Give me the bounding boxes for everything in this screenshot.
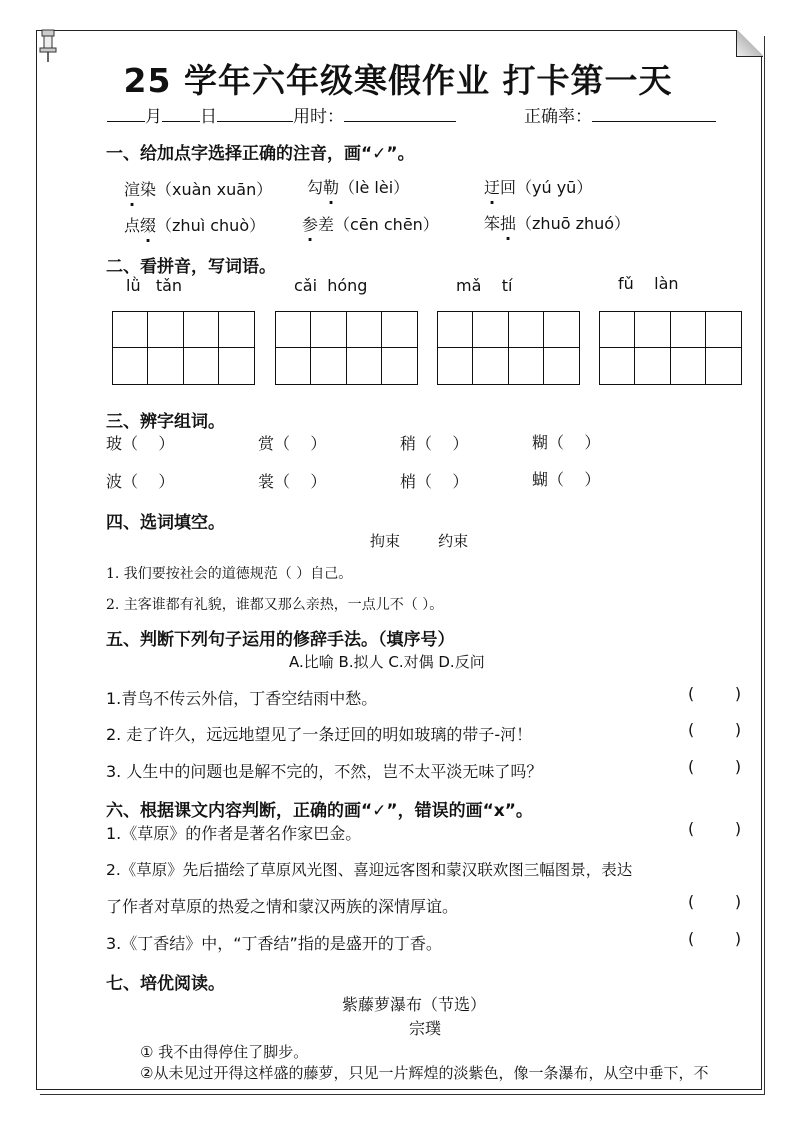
fill-question-1[interactable]: 1. 我们要按社会的道德规范（ ）自己。 [106,566,353,582]
judge-question-2b: 了作者对草原的热爱之情和蒙汉两族的深情厚谊。 [106,897,459,916]
date-time-line [107,102,456,127]
answer-parens[interactable]: ( ) [688,684,742,703]
item-prefix: 勾 [307,178,324,197]
rhetoric-options: A.比喻 B.拟人 C.对偶 D.反问 [289,653,485,671]
judge-question-2a: 2.《草原》先后描绘了草原风光图、喜迎远客图和蒙汉联欢图三幅图景，表达 [106,861,633,879]
item-text: （lè lèi） [339,178,410,197]
item-text: 差（cēn chēn） [318,215,439,234]
dotted-char: 参 [302,215,319,234]
answer-parens[interactable]: ( ) [688,892,742,911]
article-title: 紫藤萝瀑布（节选） [342,995,487,1014]
pinyin-word-1: lǜ tǎn [126,276,183,295]
accuracy-line [524,102,716,127]
word-group-item[interactable]: 稍（ ） [400,434,469,453]
time-value-blank[interactable] [344,105,456,122]
item-text: （zhuì chuò） [156,216,266,235]
rhetoric-question-2: 2. 走了许久，远远地望见了一条迂回的明如玻璃的带子-河！ [106,725,533,744]
section-3-heading: 三、辨字组词。 [106,412,225,432]
pinyin-word-4: fǔ làn [618,274,679,293]
item-prefix: 点 [124,216,141,235]
item-text: （zhuō zhuó） [516,214,631,233]
dotted-char: 迂 [484,178,501,197]
pinyin-item-5[interactable] [302,212,439,235]
pinyin-word-2: cǎi hóng [294,276,368,295]
answer-parens[interactable]: ( ) [688,819,742,838]
fill-question-2[interactable]: 2. 主客谁都有礼貌，谁都又那么亲热，一点儿不（ ）。 [106,597,444,613]
pinyin-item-4[interactable] [124,213,265,236]
item-text: 回（yú yū） [500,178,593,197]
section-1-heading: 一、给加点字选择正确的注音，画“✓”。 [106,144,415,164]
word-choices: 拘束 约束 [370,532,469,550]
rhetoric-question-3: 3. 人生中的问题也是解不完的，不然，岂不太平淡无味了吗？ [106,762,543,781]
month-label: 月 [145,107,162,127]
dotted-char: 勒 [323,178,340,197]
dotted-char: 拙 [500,214,517,233]
time-label: 用时： [293,107,344,127]
pinyin-item-3[interactable] [484,175,592,198]
accuracy-blank[interactable] [592,105,716,122]
section-5-heading: 五、判断下列句子运用的修辞手法。（填序号） [106,630,455,650]
word-group-item[interactable]: 蝴（ ） [532,470,601,489]
section-4-heading: 四、选词填空。 [106,513,225,533]
accuracy-label: 正确率： [524,107,592,127]
judge-question-1: 1.《草原》的作者是著名作家巴金。 [106,824,362,843]
page-fold-corner [736,30,763,57]
word-group-item[interactable]: 波（ ） [106,472,175,491]
day-blank[interactable] [162,105,200,122]
section-6-heading: 六、根据课文内容判断，正确的画“✓”，错误的画“x”。 [106,801,533,821]
answer-parens[interactable]: ( ) [688,929,742,948]
pinyin-item-6[interactable] [484,211,630,234]
writing-grid-1[interactable] [112,311,255,385]
writing-grid-2[interactable] [275,311,418,385]
item-prefix: 笨 [484,214,501,233]
month-blank[interactable] [107,105,145,122]
day-label: 日 [200,107,217,127]
word-group-item[interactable]: 玻（ ） [106,434,175,453]
section-2-heading: 二、看拼音，写词语。 [106,257,276,277]
item-text: 染（xuàn xuān） [140,180,273,199]
judge-question-3: 3.《丁香结》中，“丁香结”指的是盛开的丁香。 [106,934,442,953]
article-paragraph-1: ① 我不由得停住了脚步。 [140,1043,309,1061]
word-group-item[interactable]: 赏（ ） [258,434,327,453]
section-7-heading: 七、培优阅读。 [106,974,225,994]
word-group-item[interactable]: 糊（ ） [532,433,601,452]
article-paragraph-2: ②从未见过开得这样盛的藤萝，只见一片辉煌的淡紫色，像一条瀑布，从空中垂下，不 [140,1064,709,1082]
page-title: 25 学年六年级寒假作业 打卡第一天 [123,61,673,100]
rhetoric-question-1: 1.青鸟不传云外信，丁香空结雨中愁。 [106,689,378,708]
writing-grid-4[interactable] [599,311,742,385]
answer-parens[interactable]: ( ) [688,757,742,776]
pinyin-item-2[interactable] [307,175,409,198]
pinyin-item-1[interactable] [124,177,272,200]
dotted-char: 渲 [124,180,141,199]
article-author: 宗璞 [409,1019,442,1038]
word-group-item[interactable]: 梢（ ） [400,472,469,491]
time-blank[interactable] [217,105,293,122]
writing-grid-3[interactable] [437,311,580,385]
word-group-item[interactable]: 裳（ ） [258,472,327,491]
dotted-char: 缀 [140,216,157,235]
answer-parens[interactable]: ( ) [688,720,742,739]
pinyin-word-3: mǎ tí [456,276,513,295]
